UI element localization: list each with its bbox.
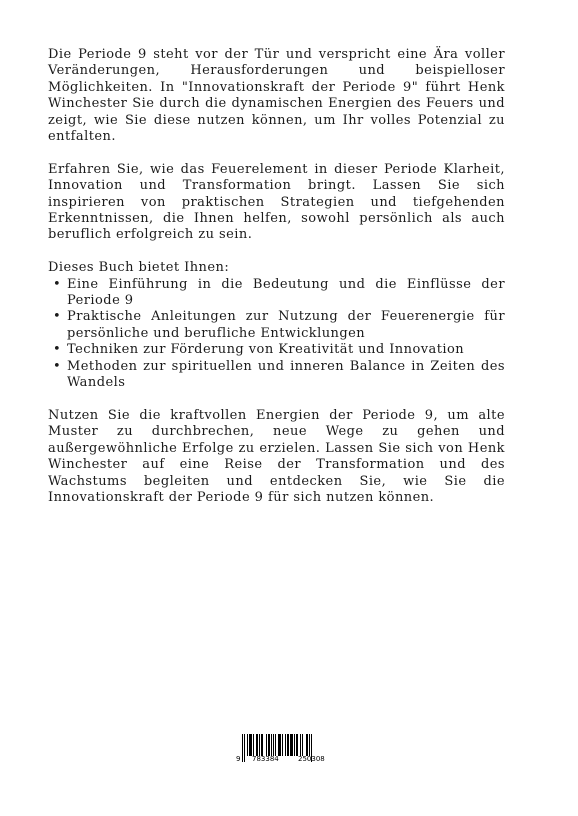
barcode-bar [285,734,286,756]
barcode-bars [242,734,338,756]
barcode-bar [247,734,248,756]
barcode-bar [261,734,263,756]
barcode-digit-first: 9 [236,755,241,763]
list-item [48,359,505,392]
closing-paragraph: Nutzen Sie die kraftvollen Energien der Periode 9, um alte Muster zu durchbrechen, neue Wege zu gehen und außergewöhnliche Erfolge zu erzielen. Lassen Sie sich von Henk Winchester auf eine Reise der Transformation und des Wachstums begleiten und entdecken Sie, wie Sie die Innovationskraft der Periode 9 für sich nutzen können. [48,407,505,505]
back-cover-text [48,47,505,523]
barcode-bar [287,734,289,756]
barcode-bar [300,734,301,756]
bullet-icon: • [53,276,62,292]
barcode-bar [275,734,276,756]
barcode-bar [256,734,258,756]
barcode-digits-right: 250308 [298,755,325,763]
list-item [48,309,505,342]
barcode-bar [259,734,260,756]
bullet-icon: • [53,342,62,358]
list-heading: Dieses Buch bietet Ihnen: [48,260,230,276]
list-item-text: Techniken zur Förderung von Kreativität und Innovation [67,342,465,358]
barcode-bar [296,734,298,756]
benefits-list [48,277,505,392]
bullet-icon: • [53,309,62,325]
fire-element-paragraph: Erfahren Sie, wie das Feuerelement in dieser Periode Klarheit, Innovation und Transformation bringt. Lassen Sie sich inspirieren von praktischen Strategien und tiefgehenden Erkenntnissen, die Ihnen helfen, sowohl persönlich als auch beruflich erfolgreich zu sein. [48,161,505,243]
barcode-bar [278,734,281,756]
barcode-bar [290,734,293,756]
barcode-bar [309,734,310,756]
barcode-bar [294,734,295,756]
barcode-bar [253,734,254,756]
barcode-digits-left: 783384 [252,755,279,763]
barcode-digits [236,756,342,766]
list-item-text: Praktische Anleitungen zur Nutzung der Feuerenergie für persönliche und berufliche Entwicklungen [67,309,505,341]
bullet-icon: • [53,358,62,374]
barcode-bar [273,734,274,756]
barcode-bar [266,734,267,756]
barcode-bar [268,734,270,756]
barcode-bar [306,734,308,756]
barcode-bar [271,734,272,756]
barcode-bar [282,734,283,756]
list-item-text: Methoden zur spirituellen und inneren Balance in Zeiten des Wandels [67,358,505,391]
barcode-bar [302,734,303,756]
isbn-barcode [236,734,342,766]
list-item [48,342,505,358]
list-item [48,277,505,310]
intro-paragraph: Die Periode 9 steht vor der Tür und verspricht eine Ära voller Veränderungen, Herausforderungen und beispielloser Möglichkeiten. In "Innovationskraft der Periode 9" führt Henk Winchester Sie durch die dynamischen Energien des Feuers und zeigt, wie Sie diese nutzen können, um Ihr volles Potenzial zu entfalten. [48,47,505,145]
barcode-bar [249,734,252,756]
list-item-text: Eine Einführung in die Bedeutung und die Einflüsse der Periode 9 [67,276,505,309]
